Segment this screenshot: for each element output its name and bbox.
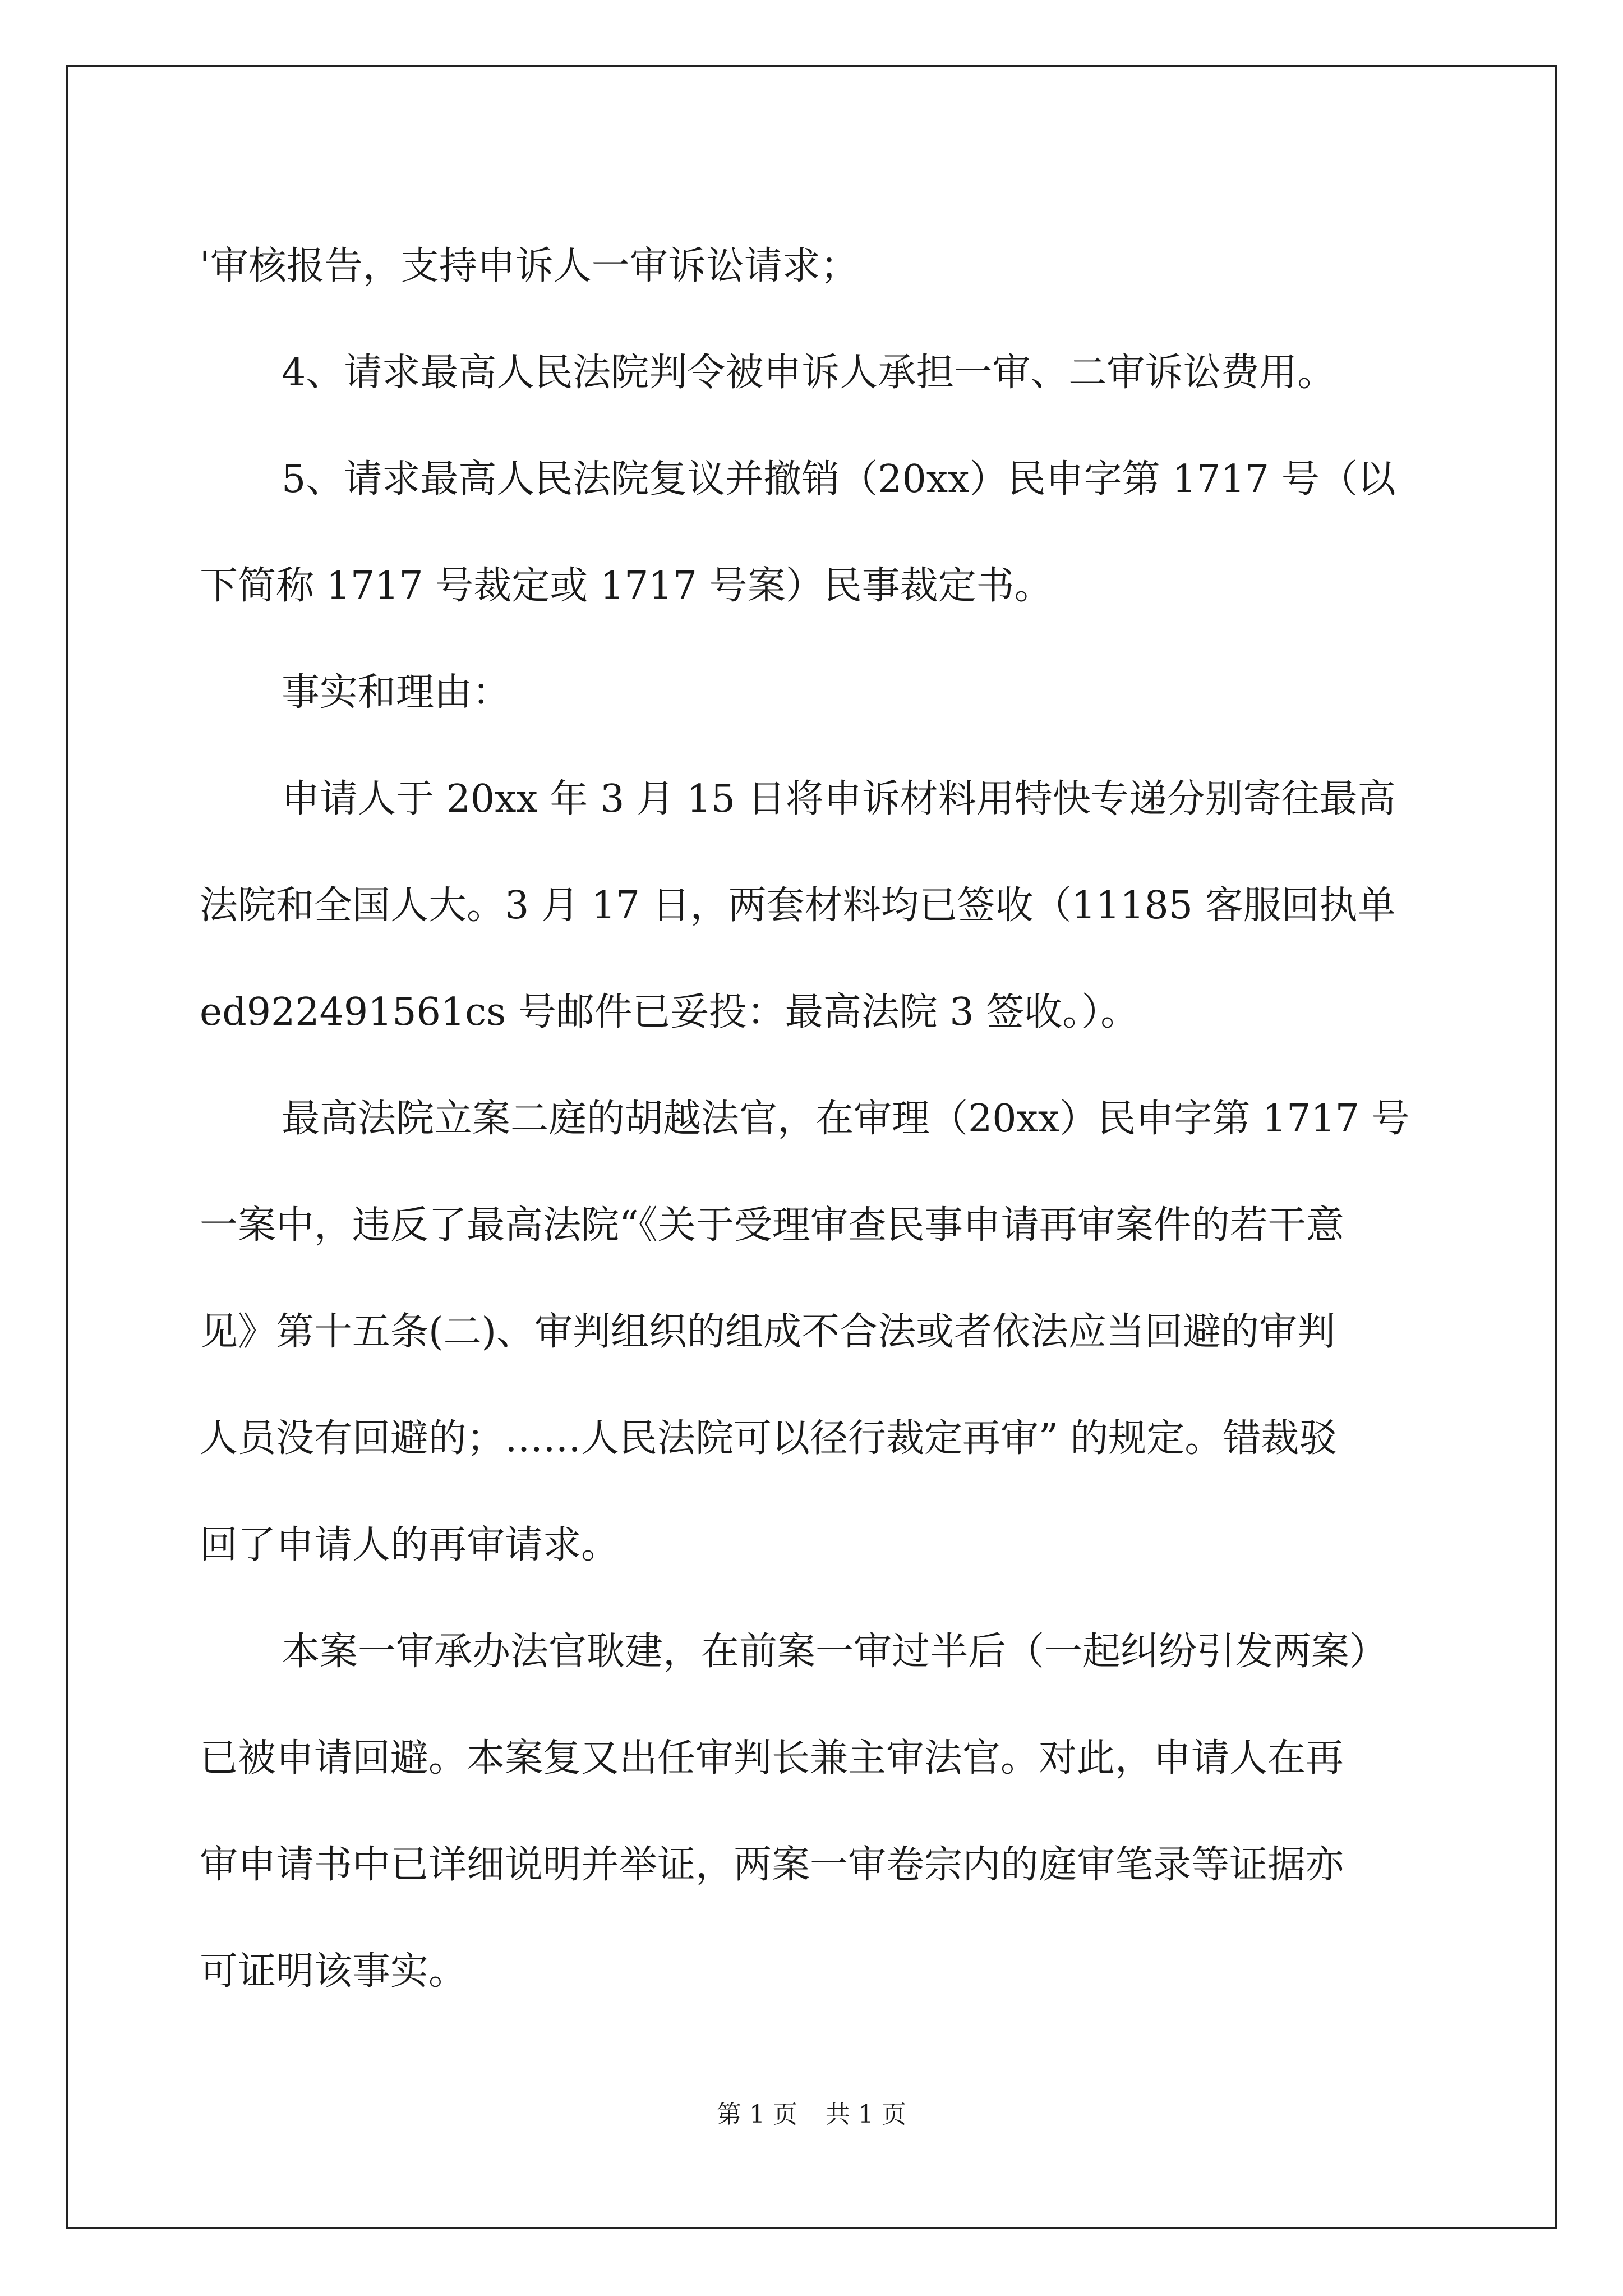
page-total: 共 1 页	[826, 2100, 906, 2129]
page-number: 第 1 页	[717, 2100, 797, 2129]
line-6: 申请人于 20xx 年 3 月 15 日将申诉材料用特快专递分别寄往最高	[282, 777, 1396, 821]
page-footer	[0, 2098, 1623, 2132]
line-2: 4、请求最高人民法院判令被申诉人承担一审、二审诉讼费用。	[282, 351, 1336, 395]
line-9: 最高法院立案二庭的胡越法官，在审理（20xx）民申字第 1717 号	[282, 1097, 1410, 1141]
line-3: 5、请求最高人民法院复议并撤销（20xx）民申字第 1717 号（以	[282, 457, 1396, 501]
line-14: 本案一审承办法官耿建，在前案一审过半后（一起纠纷引发两案）	[282, 1630, 1388, 1674]
line-12: 人员没有回避的；……人民法院可以径行裁定再审” 的规定。错裁驳	[200, 1416, 1338, 1461]
line-10: 一案中，违反了最高法院“《关于受理审查民事申请再审案件的若干意	[200, 1203, 1344, 1248]
line-5: 事实和理由：	[282, 670, 511, 715]
line-16: 审申请书中已详细说明并举证，两案一审卷宗内的庭审笔录等证据亦	[200, 1843, 1344, 1887]
line-15: 已被申请回避。本案复又出任审判长兼主审法官。对此，申请人在再	[200, 1736, 1344, 1780]
line-7: 法院和全国人大。3 月 17 日，两套材料均已签收（11185 客服回执单	[200, 884, 1396, 928]
line-8: ed922491561cs 号邮件已妥投：最高法院 3 签收。）。	[200, 990, 1139, 1034]
line-17: 可证明该事实。	[200, 1949, 467, 1994]
document-body	[200, 213, 1428, 2025]
line-13: 回了申请人的再审请求。	[200, 1523, 620, 1567]
line-4: 下简称 1717 号裁定或 1717 号案）民事裁定书。	[200, 564, 1053, 608]
line-11: 见》第十五条(二)、审判组织的组成不合法或者依法应当回避的审判	[200, 1310, 1336, 1354]
line-1: '审核报告，支持申诉人一审诉讼请求；	[200, 244, 859, 288]
